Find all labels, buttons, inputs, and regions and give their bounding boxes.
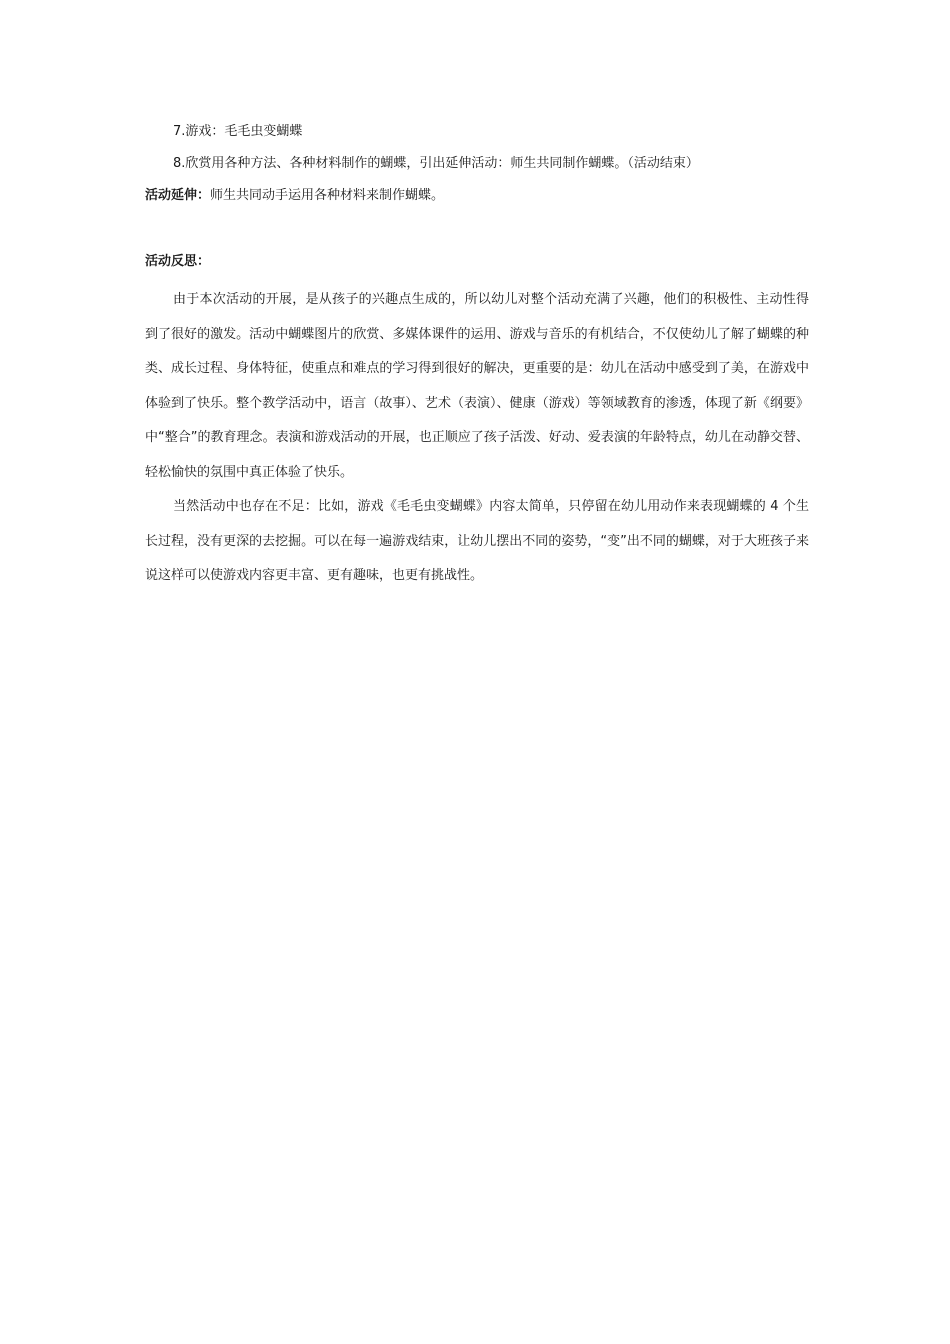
extension-text: 师生共同动手运用各种材料来制作蝴蝶。 <box>210 188 445 203</box>
step-text: 游戏：毛毛虫变蝴蝶 <box>185 124 303 139</box>
reflection-heading: 活动反思： <box>145 254 211 269</box>
step-7 <box>145 119 809 145</box>
step-text: 欣赏用各种方法、各种材料制作的蝴蝶，引出延伸活动：师生共同制作蝴蝶。（活动结束） <box>185 156 699 171</box>
reflection-paragraph-1: 由于本次活动的开展，是从孩子的兴趣点生成的，所以幼儿对整个活动充满了兴趣，他们的积极性、主动性得到了很好的激发。活动中蝴蝶图片的欣赏、多媒体课件的运用、游戏与音乐的有机结合，不仅使幼儿了解了蝴蝶的种类、成长过程、身体特征，使重点和难点的学习得到很好的解决，更重要的是：幼儿在活动中感受到了美，在游戏中体验到了快乐。整个教学活动中，语言（故事）、艺术（表演）、健康（游戏）等领域教育的渗透，体现了新《纲要》中“整合”的教育理念。表演和游戏活动的开展，也正顺应了孩子活泼、好动、爱表演的年龄特点，幼儿在动静交替、轻松愉快的氛围中真正体验了快乐。 <box>145 292 809 480</box>
step-8 <box>145 151 809 177</box>
activity-extension <box>145 183 809 209</box>
document-content <box>145 119 809 594</box>
step-number: 7. <box>173 124 186 139</box>
reflection-body <box>145 283 809 594</box>
extension-label: 活动延伸： <box>145 188 211 203</box>
reflection-paragraph-2: 当然活动中也存在不足：比如，游戏《毛毛虫变蝴蝶》内容太简单，只停留在幼儿用动作来表现蝴蝶的 4 个生长过程，没有更深的去挖掘。可以在每一遍游戏结束，让幼儿摆出不同的姿势，“变”出不同的蝴蝶，对于大班孩子来说这样可以使游戏内容更丰富、更有趣味，也更有挑战性。 <box>145 499 809 583</box>
step-number: 8. <box>173 156 186 171</box>
